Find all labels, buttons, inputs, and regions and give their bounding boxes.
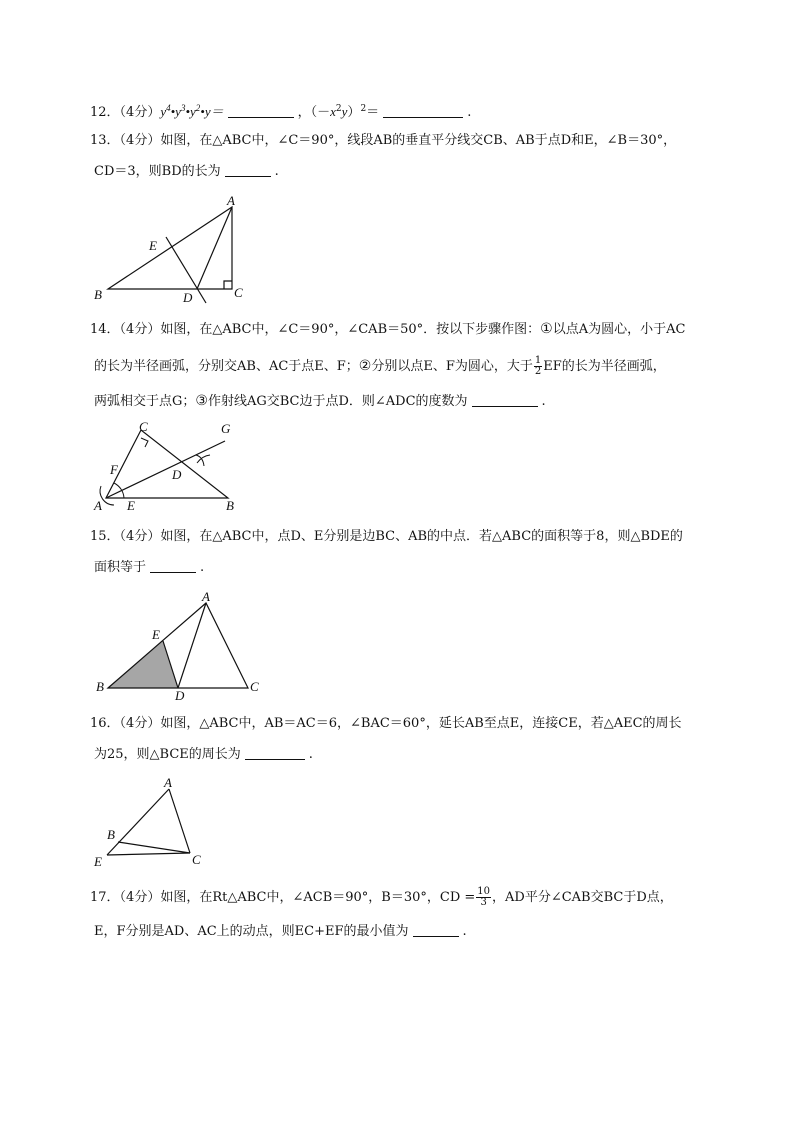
question-score: （4分） xyxy=(119,105,161,120)
label-e: E xyxy=(127,498,135,513)
step-1-marker: ① xyxy=(540,321,553,337)
question-15-line-2: 面积等于 . xyxy=(94,560,205,575)
fraction-one-half: $\frac{1}{2}$ xyxy=(534,355,542,377)
shaded-triangle-bde xyxy=(108,641,178,688)
label-a: A xyxy=(227,193,235,208)
label-a: A xyxy=(164,775,172,790)
label-c: C xyxy=(192,852,201,867)
question-score: （4分） xyxy=(119,322,161,337)
fraction-ten-thirds: $\frac{10}{3}$ xyxy=(477,886,491,908)
question-score: （4分） xyxy=(119,133,161,148)
question-17-line-2: E，F分别是AD、AC上的动点，则EC+EF的最小值为 . xyxy=(94,924,467,939)
label-d: D xyxy=(172,467,182,482)
question-16-line-1: 16．（4分）如图，△ABC中，AB＝AC＝6，∠BAC＝60°，延长AB至点E，连接CE，若△AEC的周长 xyxy=(90,716,682,731)
question-12: 12．（4分）$y^4•y^3•y^2•y=$ ，$(-x^2y)^2=$ . xyxy=(90,103,472,120)
label-b: B xyxy=(107,827,115,842)
answer-blank[interactable] xyxy=(245,747,305,760)
question-13-line-2: CD＝3，则BD的长为 . xyxy=(94,164,279,179)
question-16-line-2: 为25，则△BCE的周长为 . xyxy=(94,747,313,762)
label-c: C xyxy=(234,285,243,300)
question-score: （4分） xyxy=(119,529,161,544)
question-number: 17． xyxy=(90,890,120,905)
figure-15 xyxy=(108,603,248,688)
label-c: C xyxy=(139,419,148,434)
figure-16 xyxy=(107,789,190,855)
question-score: （4分） xyxy=(119,890,161,905)
label-d: D xyxy=(183,290,193,305)
figure-14 xyxy=(100,430,228,505)
label-e: E xyxy=(152,627,160,642)
step-3-marker: ③ xyxy=(195,393,208,409)
question-number: 13． xyxy=(90,133,120,148)
expression-1: $y^4•y^3•y^2•y=$ xyxy=(160,103,224,119)
label-b: B xyxy=(226,498,234,513)
question-14-line-2: 的长为半径画弧，分别交AB、AC于点E、F；②分别以点E、F为圆心，大于 $\frac{1}{2}$ EF的长为半径画弧， xyxy=(94,355,666,377)
label-c: C xyxy=(250,679,259,694)
question-number: 14． xyxy=(90,322,120,337)
question-number: 12． xyxy=(90,105,120,120)
question-number: 15． xyxy=(90,529,120,544)
question-text: CD＝3，则BD的长为 xyxy=(94,164,221,179)
question-17-line-1: 17．（4分）如图，在Rt△ABC中，∠ACB＝90°，B＝30°，CD = $\frac{10}{3}$ ，AD平分∠CAB交BC于D点， xyxy=(90,886,673,908)
label-a: A xyxy=(94,498,102,513)
step-2-marker: ② xyxy=(358,358,372,374)
label-e: E xyxy=(94,854,102,869)
triangle-abc xyxy=(108,207,232,303)
label-f: F xyxy=(110,462,118,477)
answer-blank[interactable] xyxy=(472,394,538,407)
label-a: A xyxy=(202,589,210,604)
label-b: B xyxy=(94,287,102,302)
answer-blank[interactable] xyxy=(150,560,196,573)
expression-2: $(-x^2y)^2=$ xyxy=(310,104,380,120)
question-15-line-1: 15．（4分）如图，在△ABC中，点D、E分别是边BC、AB的中点．若△ABC的面积等于8，则△BDE的 xyxy=(90,529,683,544)
label-e: E xyxy=(149,238,157,253)
question-14-line-3: 两弧相交于点G；③作射线AG交BC边于点D．则∠ADC的度数为 . xyxy=(94,393,546,409)
question-14-line-1: 14．（4分）如图，在△ABC中，∠C＝90°，∠CAB＝50°．按以下步骤作图：①以点A为圆心，小于AC xyxy=(90,321,686,337)
question-score: （4分） xyxy=(119,716,161,731)
answer-blank[interactable] xyxy=(413,924,459,937)
question-text: 如图，在△ABC中，∠C＝90°，线段AB的垂直平分线交CB、AB于点D和E，∠B＝30°， xyxy=(160,133,677,148)
label-g: G xyxy=(221,421,231,436)
label-b: B xyxy=(96,679,104,694)
label-d: D xyxy=(175,688,185,703)
question-number: 16． xyxy=(90,716,120,731)
